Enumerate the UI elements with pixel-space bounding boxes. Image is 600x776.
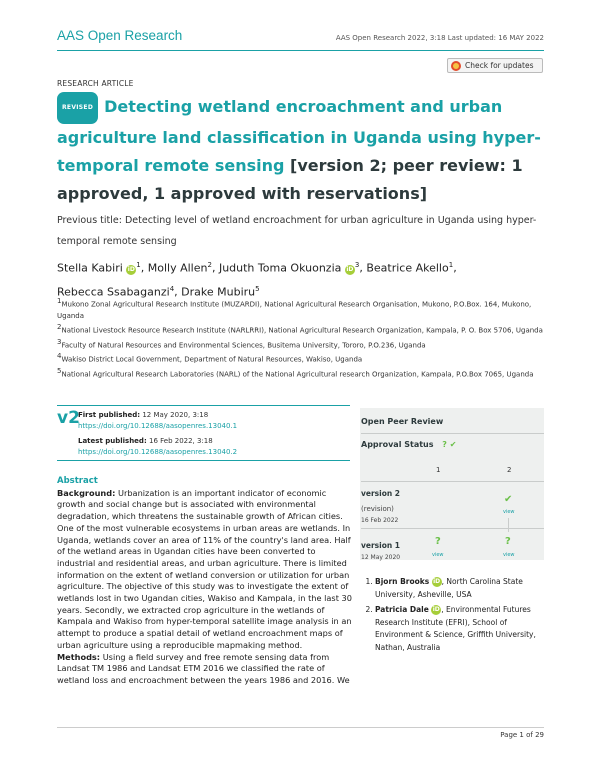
reviewer-item: [375, 576, 546, 601]
latest-published-label: Latest published:: [78, 437, 147, 445]
affiliation-num: 5: [57, 366, 62, 375]
affiliations: [57, 296, 557, 380]
abstract-heading: Abstract: [57, 476, 98, 486]
author-name[interactable]: Rebecca Ssabaganzi: [57, 285, 170, 299]
check-for-updates-button[interactable]: [447, 58, 543, 73]
author-sup: 3: [354, 261, 360, 269]
reservations-question-icon[interactable]: ?: [435, 536, 441, 547]
publication-divider-bottom: [57, 460, 350, 461]
author-name[interactable]: Beatrice Akello: [366, 261, 449, 275]
methods-label: Methods:: [57, 651, 101, 662]
header-meta: AAS Open Research 2022, 3:18 Last updated: 16 MAY 2022: [335, 34, 544, 42]
reviewer-item: [375, 604, 546, 654]
check-for-updates-label: Check for updates: [465, 61, 534, 70]
methods-text: Using a field survey and free remote sensing data from Landsat TM 1986 and Landsat ETM 2016 we classified the rate of wetland loss and encroachment between the years 1986 and 2016. We: [57, 651, 350, 685]
reviewer-col-2: 2: [507, 466, 512, 474]
panel-divider: [361, 528, 544, 529]
affiliation-text: Wakiso District Local Government, Department of Natural Resources, Wakiso, Uganda: [61, 355, 363, 364]
abstract: [57, 476, 355, 687]
publication-info: [78, 410, 237, 458]
author-sup: 1: [448, 261, 454, 269]
peer-review-panel: [360, 408, 544, 560]
affiliation-text: National Livestock Resource Research Institute (NARLRRI), National Agricultural Research Organization, Kampala, P. O. Box 5706, Uganda: [61, 326, 543, 335]
version-label: v2: [57, 408, 80, 428]
first-published-label: First published:: [78, 411, 141, 419]
reviewer-name[interactable]: Bjorn Brooks: [375, 577, 430, 586]
previous-title: Previous title: Detecting level of wetland encroachment for urban agriculture in Uganda using hyper-temporal remote sensing: [57, 215, 537, 247]
abstract-background: [57, 488, 355, 652]
crossmark-icon: [451, 61, 461, 71]
panel-divider: [361, 481, 544, 482]
affiliation-num: 4: [57, 352, 62, 361]
affiliation-text: Faculty of Natural Resources and Environmental Sciences, Busitema University, Tororo, P.O.236, Uganda: [61, 340, 426, 349]
background-label: Background:: [57, 487, 116, 498]
footer-divider: [57, 727, 544, 728]
approval-status-icons: ? ✔: [442, 440, 457, 449]
orcid-icon[interactable]: iD: [346, 265, 354, 273]
article-title: [57, 92, 552, 208]
report-connector: [508, 518, 509, 532]
title-main: Detecting wetland encroachment and urban agriculture land classification in Uganda using hyper-temporal remote sensing: [57, 97, 541, 175]
author-sup: 5: [255, 284, 260, 293]
reviewer-affiliation: , Environmental Futures Research Institute (EFRI), School of Environment & Science, Griffith University, Nathan, Australia: [375, 605, 536, 652]
article-type: RESEARCH ARTICLE: [57, 79, 134, 88]
reviewer-affiliation: , North Carolina State University, Asheville, USA: [375, 577, 523, 599]
latest-doi-link[interactable]: https://doi.org/10.12688/aasopenres.13040.2: [78, 448, 238, 456]
version-2-label[interactable]: version 2: [361, 489, 401, 498]
approval-status-label: Approval Status: [361, 440, 434, 449]
reviewer-col-1: 1: [436, 466, 441, 474]
affiliation-item: [57, 366, 557, 381]
latest-published-date: 16 Feb 2022, 3:18: [148, 437, 213, 445]
affiliation-num: 3: [57, 337, 62, 346]
version-1-date: 12 May 2020: [361, 554, 401, 561]
affiliation-item: [57, 337, 557, 352]
title-version: [version 2; peer review: 1 approved, 1 approved with reservations]: [57, 156, 523, 203]
reservations-question-icon[interactable]: ?: [505, 536, 511, 547]
reviewer-list: [361, 576, 546, 657]
approval-status: [361, 440, 456, 449]
version-2-sub: (revision): [361, 505, 394, 513]
author-sup: 2: [207, 261, 212, 269]
view-report-link[interactable]: view: [432, 552, 444, 558]
author-name[interactable]: Stella Kabiri: [57, 261, 123, 275]
affiliation-num: 1: [57, 297, 62, 305]
affiliation-item: [57, 351, 557, 366]
affiliation-num: 2: [57, 322, 62, 331]
view-report-link[interactable]: view: [503, 552, 515, 558]
affiliation-text: National Agricultural Research Laboratories (NARL) of the National Agricultural research Organization, Kampala, P.O.Box 7065, Uganda: [61, 370, 534, 379]
orcid-icon[interactable]: iD: [433, 578, 441, 585]
first-doi-link[interactable]: https://doi.org/10.12688/aasopenres.13040.1: [78, 422, 238, 430]
orcid-icon[interactable]: iD: [432, 606, 440, 613]
abstract-methods: [57, 652, 355, 687]
background-text: Urbanization is an important indicator of economic growth and social change but is associated with environmental degradation, which threatens the sustainable growth of African cities. One of the most vulnerable ecosystems in urban areas are wetlands. In Uganda, wetlands cover an area of 11% of the country's land area. Half of the wetland areas in Ugandan cities have been converted to industrial and residential areas, and urban agriculture. There is limited information on the extent of wetland conversion or utilization for urban agriculture. The objective of this study was to investigate the extent of wetlands lost in two Ugandan cities, Wakiso and Kampala, in the last 30 years. Secondly, we extracted crop agriculture in the wetlands of Kampala and Wakiso from hyper-temporal satellite image analysis in an attempt to produce a spatial detail of wetland encroachment maps of urban agriculture using a reproducible mapmaking method.: [57, 487, 352, 650]
page-number: Page 1 of 29: [500, 731, 544, 739]
journal-brand[interactable]: AAS Open Research: [57, 28, 183, 43]
open-peer-review-title: Open Peer Review: [361, 417, 444, 426]
view-report-link[interactable]: view: [503, 509, 515, 515]
orcid-icon[interactable]: iD: [127, 265, 135, 273]
author-name[interactable]: Drake Mubiru: [181, 285, 256, 299]
publication-divider-top: [57, 405, 350, 406]
affiliation-item: [57, 322, 557, 337]
author-name[interactable]: Molly Allen: [147, 261, 208, 275]
author-list: Stella Kabiri $iD^1$, Molly Allen$^2$, Juduth Toma Okuonzia $iD^3$, Beatrice Akello$^1$, Rebecca Ssabaganzi$^4$, Drake Mubiru$^5$: [57, 261, 457, 299]
panel-divider: [361, 433, 544, 434]
header-divider: [57, 50, 544, 51]
affiliation-text: Mukono Zonal Agricultural Research Institute (MUZARDI), National Agricultural Research Organisation, Mukono, P.O.Box. 164, Mukono, Uganda: [57, 300, 532, 320]
reviewer-name[interactable]: Patricia Dale: [375, 605, 429, 614]
author-sup: 4: [169, 284, 175, 293]
author-name[interactable]: Juduth Toma Okuonzia: [218, 261, 342, 275]
first-published-date: 12 May 2020, 3:18: [142, 411, 209, 419]
version-1-label[interactable]: version 1: [361, 541, 401, 550]
approved-check-icon[interactable]: ✔: [504, 494, 513, 505]
version-2-date: 16 Feb 2022: [361, 517, 399, 524]
affiliation-item: [57, 296, 557, 322]
revised-badge: REVISED: [57, 92, 98, 124]
author-sup: 1: [136, 261, 141, 269]
